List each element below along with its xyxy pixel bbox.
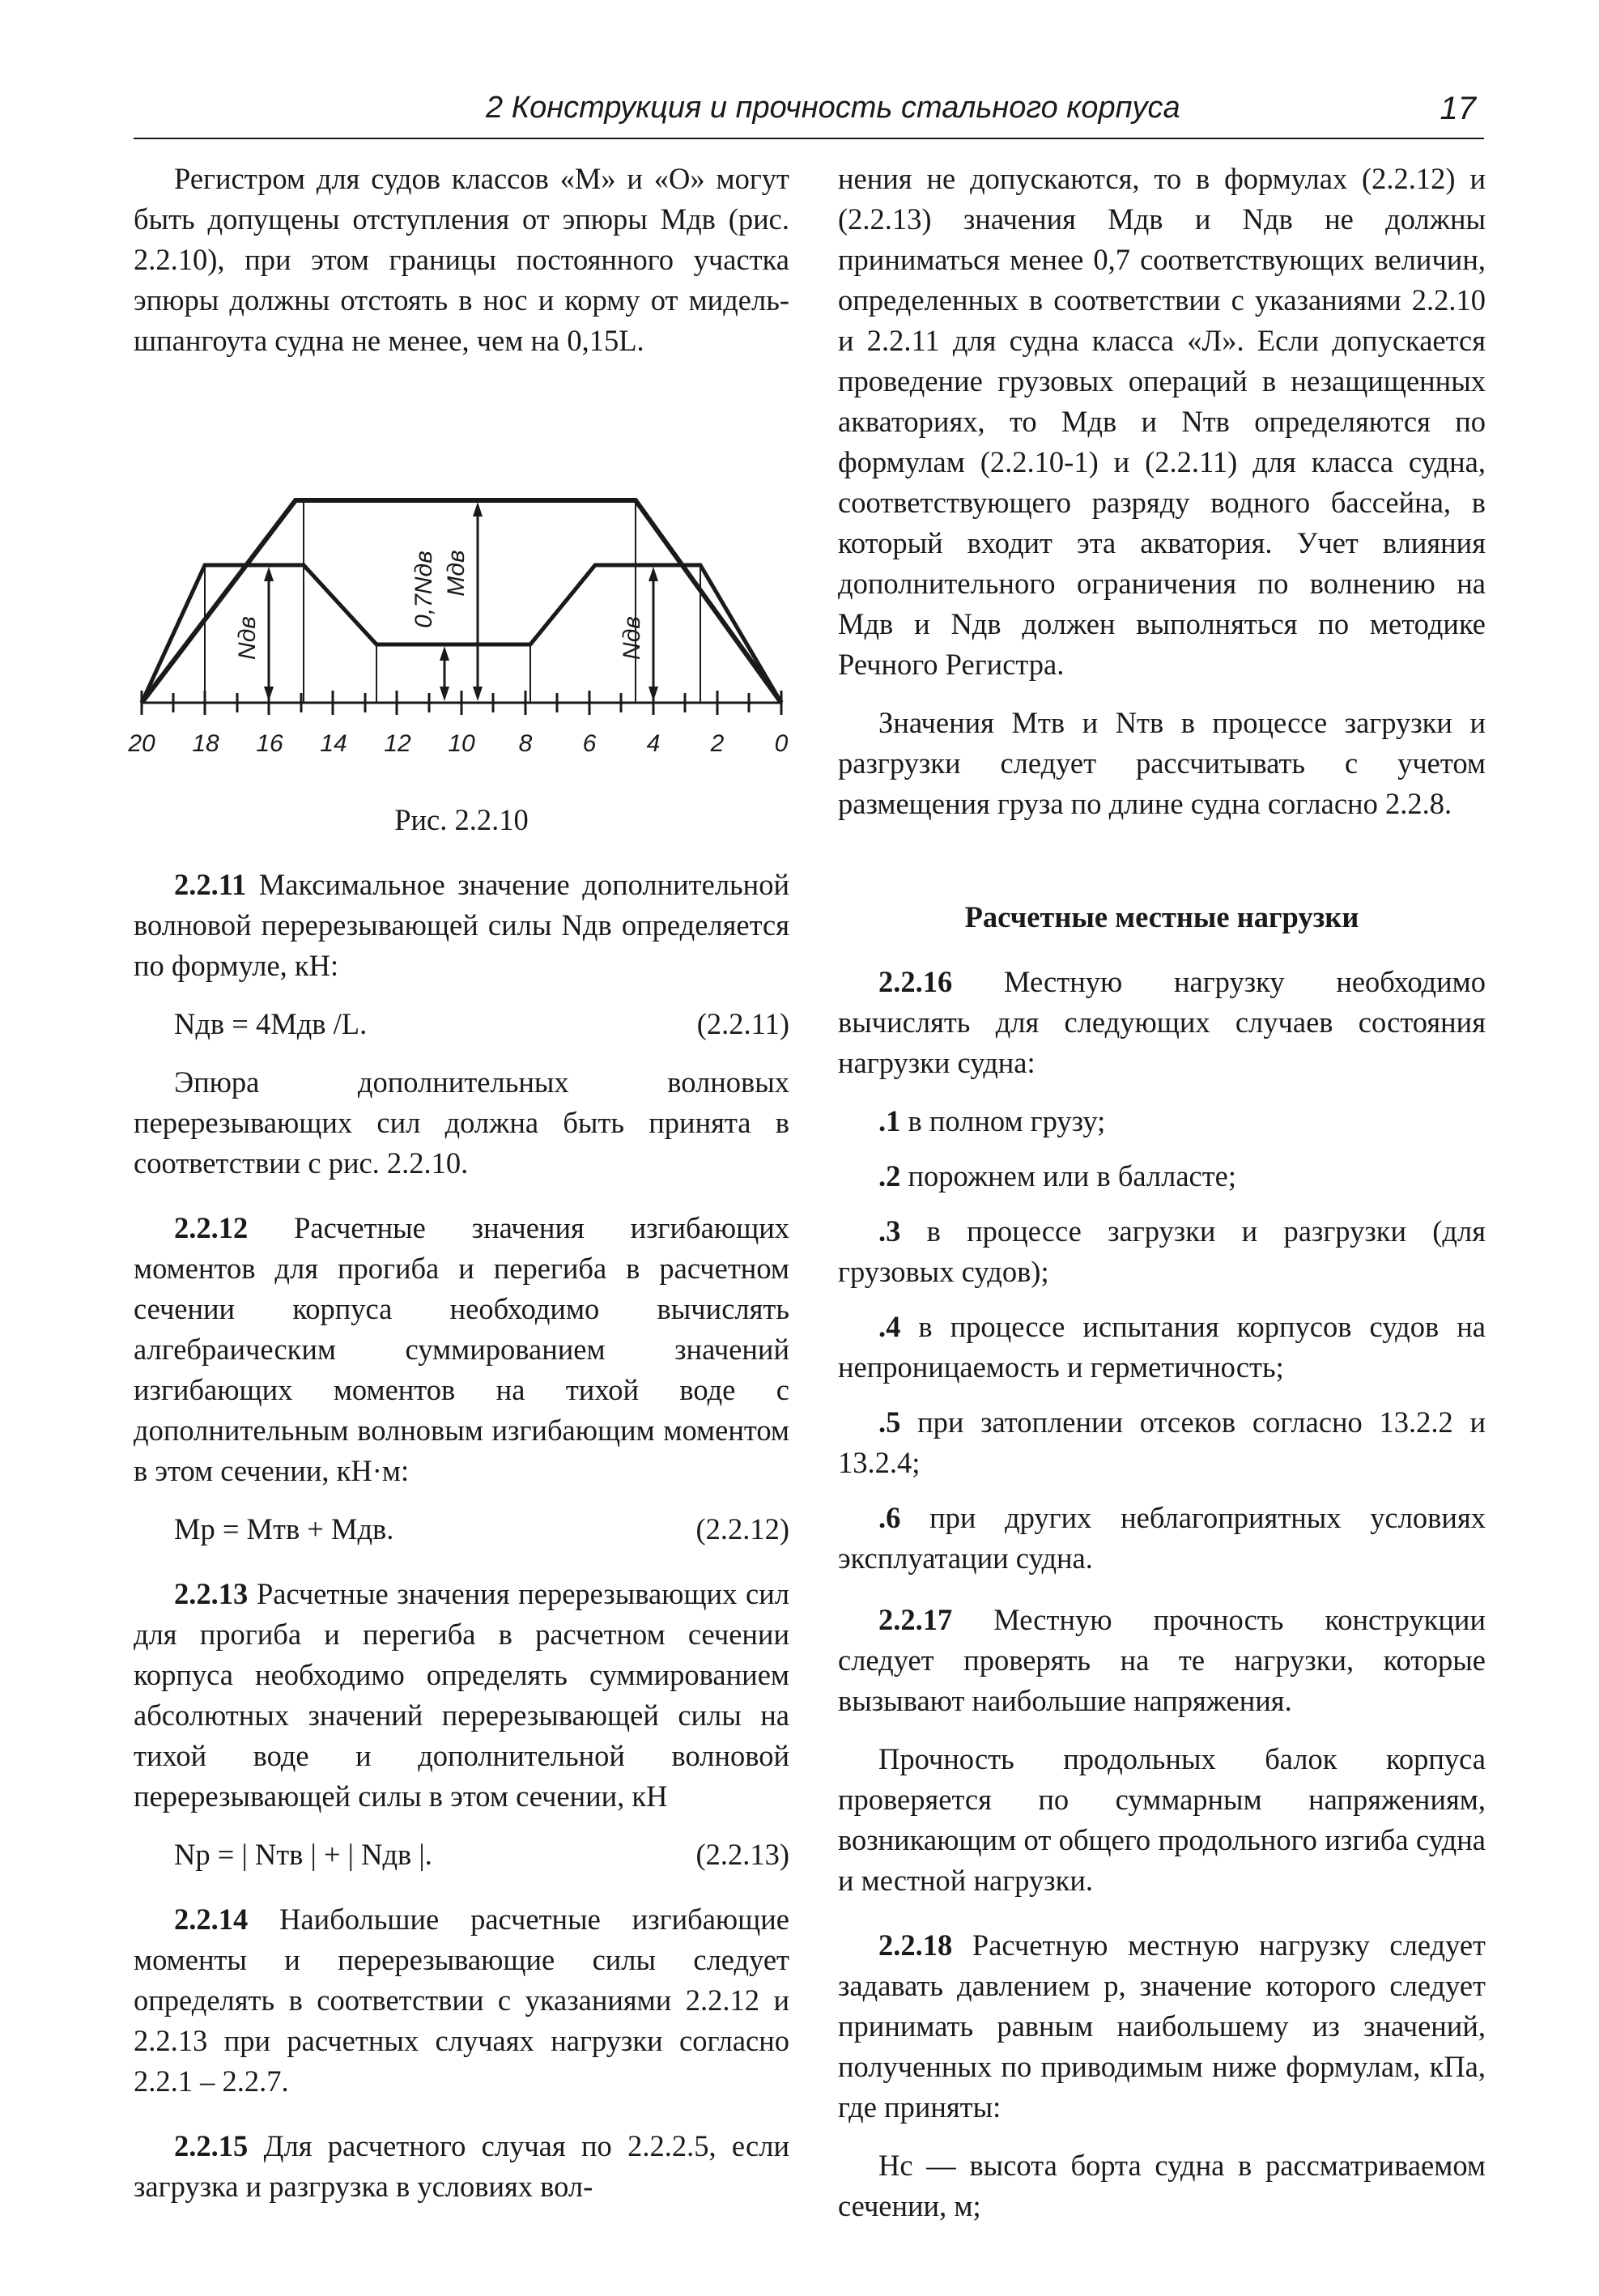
formula-number: (2.2.13) [695,1838,789,1871]
dimension-arrows [269,507,653,696]
item-text: в полном грузу; [900,1104,1106,1137]
section-2-2-18 [838,1925,1486,2128]
arrow-head [649,567,658,581]
section-2-2-16 [838,962,1486,1083]
section-2-2-14 [134,1899,789,2102]
item-text: при других неблагоприятных условиях эксплуатации судна. [838,1501,1486,1575]
axis-label: 10 [448,730,475,757]
section-2-2-12 [134,1208,789,1491]
section-number: 2.2.13 [174,1577,249,1610]
list-item [838,1101,1486,1142]
running-header [134,91,1484,139]
figure-2-2-10 [128,379,789,792]
item-number: .6 [878,1501,901,1534]
section-text: Расчетную местную нагрузку следует задавать давлением p, значение которого следует принимать равным наибольшему из значений, полученных по приводимым ниже формулам, кПа, где приняты: [838,1928,1486,2124]
list-item [838,1402,1486,1483]
arrow-head [440,646,449,661]
axis-label: 18 [192,730,219,757]
construction-lines [205,500,700,703]
label-n07: 0,7Nдв [410,551,437,628]
arrow-head [473,502,483,517]
formula-2-2-12 [134,1509,789,1550]
paragraph: Hс — высота борта судна в рассматриваемом сечении, м; [838,2149,1486,2222]
page-number: 17 [1440,91,1476,126]
load-cases-list [838,1101,1486,1579]
axis-label: 14 [320,730,347,757]
section-number: 2.2.14 [174,1903,249,1936]
axis-label: 0 [774,730,789,757]
paragraph: нения не допускаются, то в формулах (2.2.12) и (2.2.13) значения Mдв и Nдв не должны приниматься менее 0,7 соответствующих величин, определенных в соответствии с указаниями 2.2.10 и 2.2.11 для судна класса «Л». Если допускается проведение грузовых операций в незащищенных акваториях, то Mдв и Nтв определяются по формулам (2.2.10-1) и (2.2.11) для класса судна, соответствующего разряду водного бассейна, в который входит эта акватория. Учет влияния дополнительного ограничения по волнению на Mдв и Nдв должен выполняться по методике Речного Регистра. [838,162,1486,681]
axis-label: 6 [582,730,597,757]
formula-number: (2.2.11) [696,1007,789,1040]
arrow-head [264,567,274,581]
section-2-2-17 [838,1600,1486,1721]
header-title: 2 Конструкция и прочность стального корпуса [486,91,1180,125]
diagram [128,379,789,792]
arrow-heads [264,502,658,701]
item-number: .4 [878,1310,901,1343]
left-column [128,159,789,2225]
formula-expression: Mр = Mтв + Mдв. [174,1512,394,1546]
section-2-2-13 [134,1574,789,1817]
paragraph: Значения Mтв и Nтв в процессе загрузки и разгрузки следует рассчитывать с учетом размещения груза по длине судна согласно 2.2.8. [838,706,1486,820]
section-2-2-11 [134,865,789,986]
arrow-head [649,687,658,701]
label-n-right: Nдв [619,616,645,660]
moment-diagram-line [142,500,781,703]
section-text: Наибольшие расчетные изгибающие моменты и перерезывающие силы следует определять в соответствии с указаниями 2.2.12 и 2.2.13 при расчетных случаях нагрузки согласно 2.2.1 – 2.2.7. [134,1903,789,2098]
formula-expression: Nдв = 4Mдв /L. [174,1007,368,1040]
section-heading: Расчетные местные нагрузки [964,900,1359,933]
item-text: порожнем или в балласте; [900,1159,1237,1193]
axis-label: 12 [384,730,411,757]
section-text: Местную нагрузку необходимо вычислять для следующих случаев состояния нагрузки судна: [838,965,1486,1079]
section-text: Расчетные значения изгибающих моментов для прогиба и перегиба в расчетном сечении корпуса необходимо вычислять алгебраическим суммированием значений изгибающих моментов на тихой воде с дополнительным волновым изгибающим моментом в этом сечении, кН·м: [134,1211,789,1487]
item-number: .1 [878,1104,901,1137]
label-m: Mдв [443,550,470,597]
list-item [838,1498,1486,1579]
section-number: 2.2.12 [174,1211,249,1244]
arrow-head [264,687,274,701]
formula-expression: Nр = | Nтв | + | Nдв |. [174,1838,432,1871]
axis-label: 8 [518,730,533,757]
formula-number: (2.2.12) [695,1512,789,1546]
axis-label: 20 [128,730,155,757]
section-number: 2.2.15 [174,2129,249,2162]
item-text: в процессе испытания корпусов судов на непроницаемость и герметичность; [838,1310,1486,1384]
arrow-head [473,687,483,701]
axis-ticks [142,691,781,715]
section-number: 2.2.16 [878,965,953,998]
list-item [838,1307,1486,1388]
item-text: при затоплении отсеков согласно 13.2.2 и 13.2.4; [838,1405,1486,1479]
label-n-left: Nдв [234,616,261,660]
item-number: .2 [878,1159,901,1193]
section-number: 2.2.17 [878,1603,953,1636]
item-number: .3 [878,1214,901,1248]
item-text: в процессе загрузки и разгрузки (для грузовых судов); [838,1214,1486,1288]
section-text: Для расчетного случая по 2.2.2.5, если загрузка и разгрузка в условиях вол- [134,2129,789,2203]
axis-label: 4 [646,730,661,757]
section-number: 2.2.18 [878,1928,953,1962]
list-item [838,1156,1486,1197]
paragraph: Прочность продольных балок корпуса проверяется по суммарным напряжениям, возникающим от общего продольного изгиба судна и местной нагрузки. [838,1742,1486,1897]
paragraph: Регистром для судов классов «М» и «О» могут быть допущены отступления от эпюры Mдв (рис. 2.2.10), при этом границы постоянного участка эпюры должны отстоять в нос и корму от мидель-шпангоута судна не менее, чем на 0,15L. [134,162,789,357]
item-number: .5 [878,1405,901,1439]
formula-2-2-13 [134,1835,789,1875]
section-text: Расчетные значения перерезывающих сил для прогиба и перегиба в расчетном сечении корпуса необходимо определять суммированием абсолютных значений перерезывающей силы на тихой воде и дополнительной волновой перерезывающей силы в этом сечении, кН [134,1577,789,1813]
right-column [838,159,1486,2244]
formula-2-2-11 [134,1004,789,1044]
section-text: Максимальное значение дополнительной волновой перерезывающей силы Nдв определяется по формуле, кН: [134,868,789,982]
axis-label: 16 [256,730,283,757]
paragraph: Эпюра дополнительных волновых перерезывающих сил должна быть принята в соответствии с рис. 2.2.10. [134,1065,789,1180]
section-2-2-15 [134,2126,789,2207]
section-text: Местную прочность конструкции следует проверять на те нагрузки, которые вызывают наибольшие напряжения. [838,1603,1486,1717]
section-number: 2.2.11 [174,868,247,901]
list-item [838,1211,1486,1292]
axis-label: 2 [710,730,725,757]
arrow-head [440,687,449,701]
figure-caption: Рис. 2.2.10 [394,803,529,836]
